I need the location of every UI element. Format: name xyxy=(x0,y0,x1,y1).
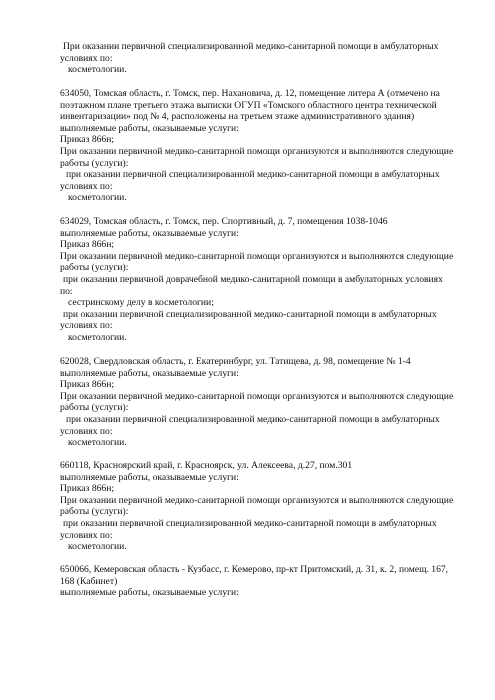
text-line: сестринскому делу в косметологии; xyxy=(68,297,214,309)
text-line: косметологии. xyxy=(68,64,127,76)
section-tomsk-nakhanovicha xyxy=(60,88,465,204)
text-line: работы (услуги): xyxy=(60,157,129,169)
section-kemerovo xyxy=(60,564,465,599)
text-line: косметологии. xyxy=(68,331,127,343)
text-line: выполняемые работы, оказываемые услуги: xyxy=(60,122,239,134)
text-line: при оказании первичной специализированной медико-санитарной помощи в амбулаторных xyxy=(63,517,437,529)
text-line: При оказании первичной медико-санитарной помощи организуются и выполняются следующие xyxy=(60,145,454,157)
text-line: при оказании первичной специализированной медико-санитарной помощи в амбулаторных xyxy=(63,308,437,320)
text-line: выполняемые работы, оказываемые услуги: xyxy=(60,367,239,379)
section-ekaterinburg xyxy=(60,356,465,449)
text-line: при оказании первичной специализированной медико-санитарной помощи в амбулаторных xyxy=(66,169,440,181)
address-line: инвентаризации» под № 4, расположены на третьем этаже административного здания) xyxy=(60,111,415,123)
text-line: выполняемые работы, оказываемые услуги: xyxy=(60,227,239,239)
address-line: 634029, Томская область, г. Томск, пер. Спортивный, д. 7, помещения 1038-1046 xyxy=(60,216,388,227)
text-line: Приказ 866н; xyxy=(60,134,115,146)
text-line: при оказании первичной доврачебной медико-санитарной помощи в амбулаторных условиях xyxy=(63,273,443,285)
text-line: выполняемые работы, оказываемые услуги: xyxy=(60,471,239,483)
text-line: При оказании первичной специализированной медико-санитарной помощи в амбулаторных xyxy=(63,41,439,52)
text-line: условиях по: xyxy=(60,425,113,437)
text-line: косметологии. xyxy=(68,541,127,553)
text-line: работы (услуги): xyxy=(60,262,129,274)
text-line: При оказании первичной медико-санитарной помощи организуются и выполняются следующие xyxy=(60,250,454,262)
address-line: 650066, Кемеровская область - Кузбасс, г. Кемерово, пр-кт Притомский, д. 31, к. 2, помещ. 167, xyxy=(60,564,449,575)
section-intro xyxy=(60,41,465,76)
text-line: выполняемые работы, оказываемые услуги: xyxy=(60,587,239,599)
section-tomsk-sportivny xyxy=(60,216,465,344)
text-line: Приказ 866н; xyxy=(60,483,115,495)
address-line: 660118, Красноярский край, г. Красноярск, ул. Алексеева, д.27, пом.301 xyxy=(60,460,353,471)
text-line: Приказ 866н; xyxy=(60,379,115,391)
address-line: поэтажном плане третьего этажа выписки ОГУП «Томского областного центра технической xyxy=(60,99,437,111)
address-line: 168 (Кабинет) xyxy=(60,575,118,587)
text-line: косметологии. xyxy=(68,192,127,204)
text-line: косметологии. xyxy=(68,437,127,449)
text-line: Приказ 866н; xyxy=(60,239,115,251)
text-line: по: xyxy=(60,285,73,297)
text-line: работы (услуги): xyxy=(60,506,129,518)
text-line: условиях по: xyxy=(60,180,113,192)
text-line: условиях по: xyxy=(60,52,113,64)
text-line: условиях по: xyxy=(60,529,113,541)
text-line: при оказании первичной специализированной медико-санитарной помощи в амбулаторных xyxy=(66,413,440,425)
text-line: При оказании первичной медико-санитарной помощи организуются и выполняются следующие xyxy=(60,494,454,506)
text-line: условиях по: xyxy=(60,320,113,332)
text-line: работы (услуги): xyxy=(60,402,129,414)
section-krasnoyarsk xyxy=(60,460,465,553)
address-line: 634050, Томская область, г. Томск, пер. Нахановича, д. 12, помещение литера А (отмечено на xyxy=(60,88,440,99)
text-line: При оказании первичной медико-санитарной помощи организуются и выполняются следующие xyxy=(60,390,454,402)
address-line: 620028, Свердловская область, г. Екатеринбург, ул. Татищева, д. 98, помещение № 1-4 xyxy=(60,356,411,367)
